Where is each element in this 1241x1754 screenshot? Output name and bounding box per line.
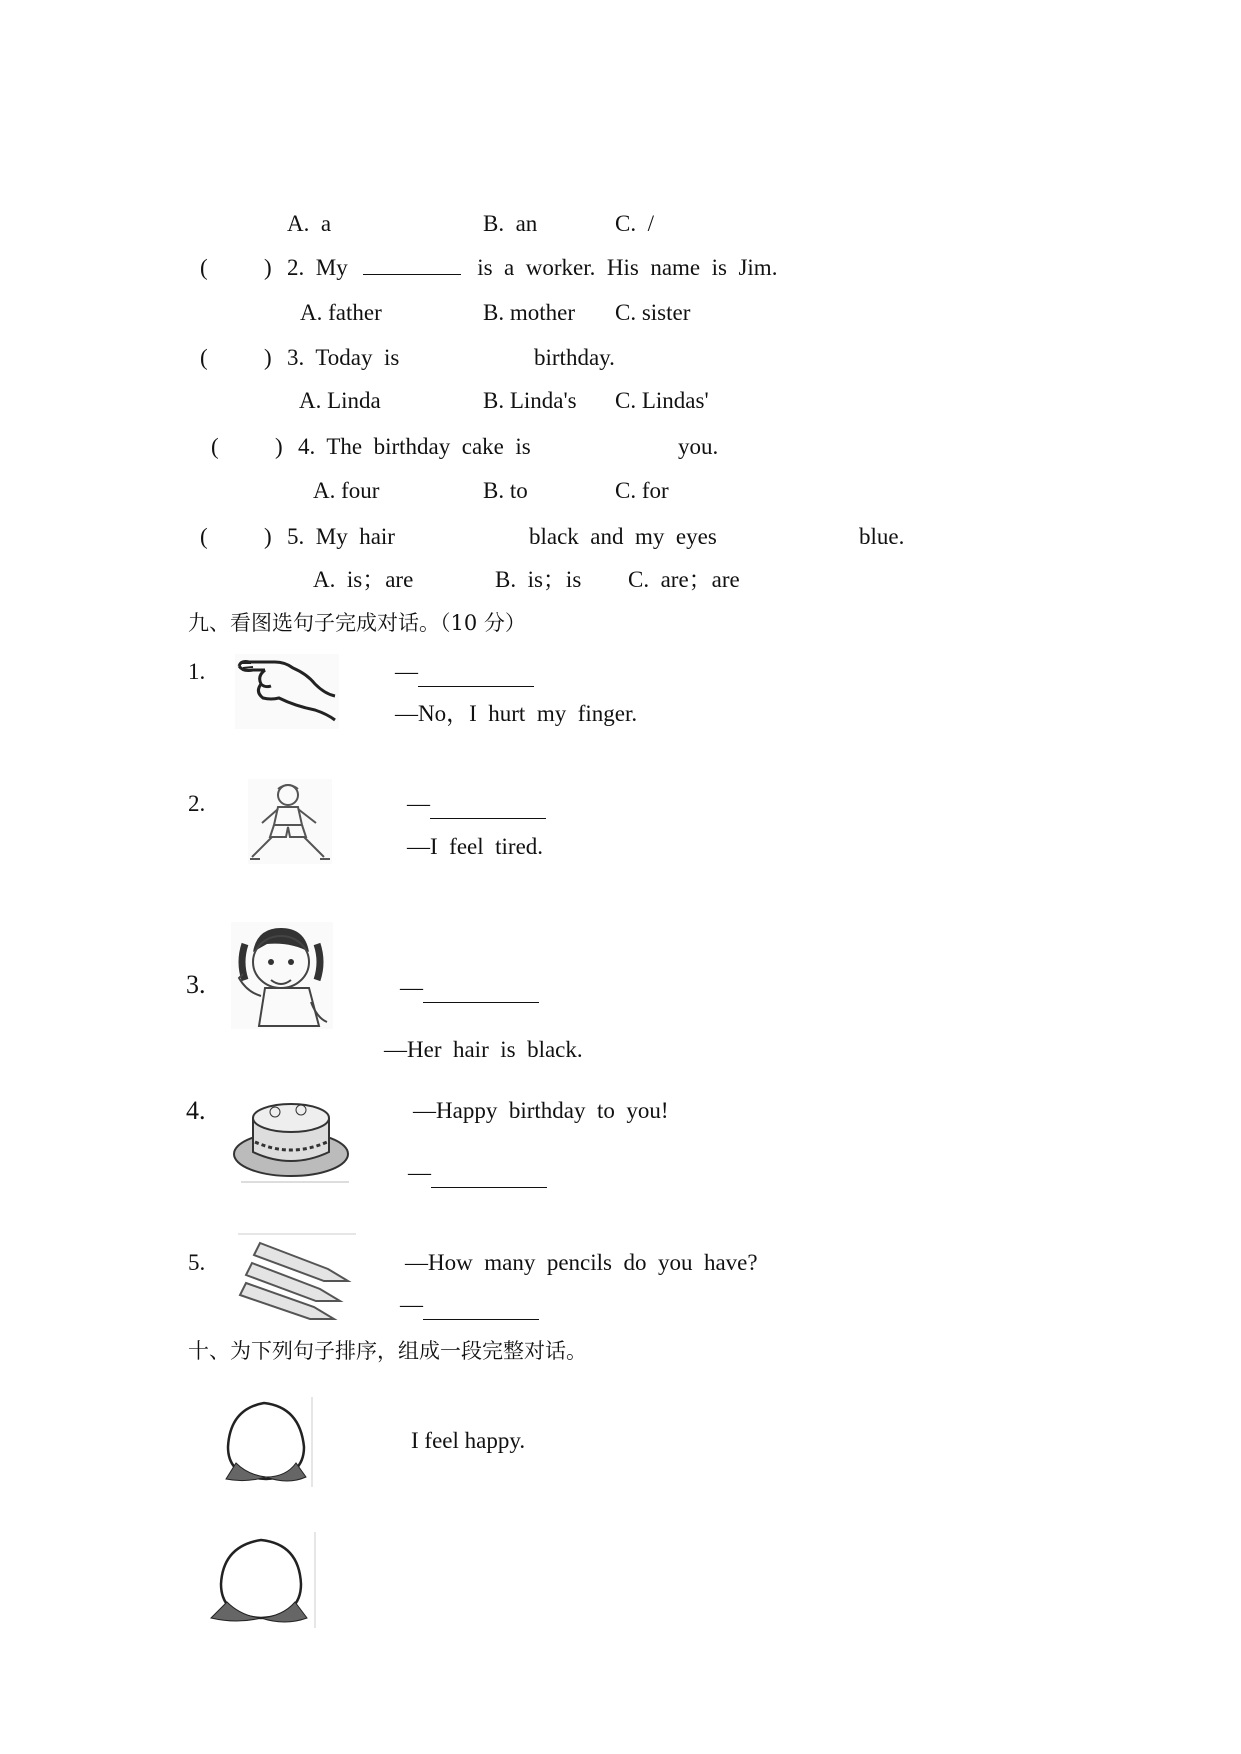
q1-option-a: A. a (287, 211, 332, 236)
answer-blank[interactable] (430, 800, 546, 819)
dialogue-line-2: —Her hair is black. (384, 1037, 583, 1062)
dash: — (408, 1160, 431, 1185)
item-number: 1. (188, 659, 206, 684)
dialogue-line-2: —I feel tired. (407, 834, 544, 859)
item-number: 5. (188, 1250, 206, 1275)
answer-paren-close: ) (264, 524, 272, 549)
answer-paren-open: ( (200, 524, 208, 549)
item-number: 4. (186, 1096, 206, 1125)
q5-option-a: A. is；are (313, 567, 414, 592)
section-10-heading: 十、为下列句子排序，组成一段完整对话。 (188, 1339, 587, 1363)
question-5-rest: blue. (859, 524, 905, 549)
q3-option-c: C. Lindas' (615, 388, 709, 413)
dialogue-line-1 (407, 792, 546, 815)
question-5-mid: black and my eyes (529, 524, 717, 549)
q3-option-b: B. Linda's (483, 388, 577, 413)
answer-paren-close: ) (264, 345, 272, 370)
answer-blank[interactable] (423, 1301, 539, 1320)
answer-blank (363, 256, 461, 275)
pencils-icon (238, 1233, 356, 1321)
answer-blank[interactable] (423, 984, 539, 1003)
pointing-hand-icon (235, 654, 339, 729)
q5-option-c: C. are；are (628, 567, 740, 592)
dialogue-line-2 (400, 1293, 539, 1316)
dash: — (400, 1292, 423, 1317)
answer-paren-open: ( (211, 434, 219, 459)
dash: — (407, 791, 430, 816)
dialogue-line-1 (395, 660, 534, 683)
dialogue-line-2: —No，I hurt my finger. (395, 701, 638, 726)
q4-option-b: B. to (483, 478, 528, 503)
item-number: 2. (188, 791, 206, 816)
answer-paren-close: ) (275, 434, 283, 459)
item-number: 3. (186, 970, 206, 999)
question-text-rest: is a worker. His name is Jim. (477, 255, 778, 280)
question-5-text: 5. My hair (287, 524, 395, 549)
q1-option-b: B. an (483, 211, 538, 236)
q2-option-c: C. sister (615, 300, 691, 325)
question-3-rest: birthday. (534, 345, 615, 370)
q3-option-a: A. Linda (299, 388, 381, 413)
answer-blank[interactable] (418, 668, 534, 687)
answer-paren-open: ( (200, 255, 208, 280)
girl-with-pigtails-icon (231, 922, 333, 1029)
dialogue-line-1 (400, 976, 539, 999)
question-text: 2. My (287, 255, 348, 280)
q5-option-b: B. is；is (495, 567, 582, 592)
q4-option-c: C. for (615, 478, 669, 503)
q4-option-a: A. four (313, 478, 380, 503)
question-4-rest: you. (678, 434, 719, 459)
dialogue-line-2 (408, 1161, 547, 1184)
answer-paren-close: ) (264, 255, 272, 280)
dash: — (400, 975, 423, 1000)
birthday-cake-icon (231, 1090, 351, 1185)
question-4-text: 4. The birthday cake is (298, 434, 531, 459)
dialogue-line-1: —How many pencils do you have? (405, 1250, 758, 1275)
answer-blank[interactable] (431, 1169, 547, 1188)
q2-option-a: A. father (300, 300, 382, 325)
dialogue-sentence: I feel happy. (411, 1428, 526, 1453)
peach-icon (216, 1397, 314, 1487)
q2-option-b: B. mother (483, 300, 575, 325)
peach-icon (203, 1532, 319, 1628)
tired-boy-icon (248, 779, 332, 864)
dash: — (395, 659, 418, 684)
answer-paren-open: ( (200, 345, 208, 370)
question-3-text: 3. Today is (287, 345, 400, 370)
dialogue-line-1: —Happy birthday to you! (413, 1098, 669, 1123)
q1-option-c: C. / (615, 211, 654, 236)
question-2 (287, 256, 777, 279)
section-9-heading: 九、看图选句子完成对话。（10 分） (188, 611, 526, 635)
